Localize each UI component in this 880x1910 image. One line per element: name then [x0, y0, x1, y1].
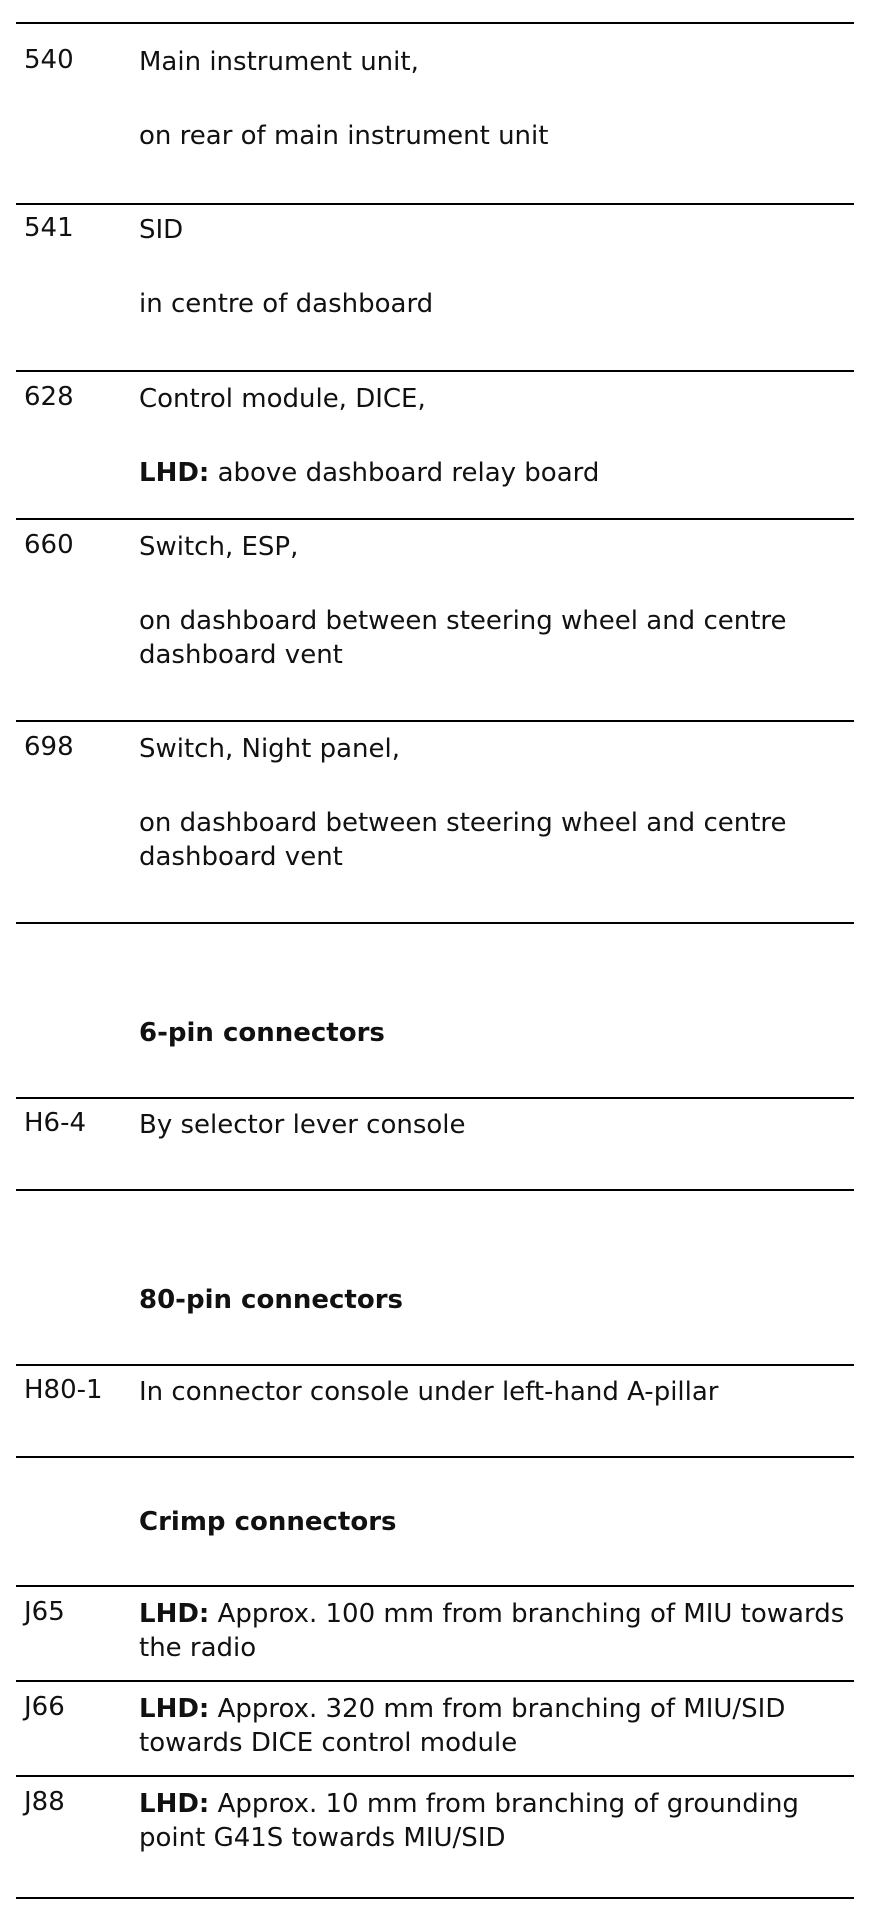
divider	[16, 1364, 854, 1366]
section-heading: 6-pin connectors	[139, 1018, 385, 1048]
divider	[16, 1775, 854, 1777]
connector-code: H80-1	[24, 1375, 103, 1405]
component-title: Switch, Night panel,	[139, 734, 401, 764]
connector-location	[139, 1692, 854, 1760]
connector-code: J65	[24, 1597, 65, 1627]
divider	[16, 518, 854, 520]
component-location: on rear of main instrument unit	[139, 121, 549, 151]
component-title: SID	[139, 215, 184, 245]
component-title: Switch, ESP,	[139, 532, 299, 562]
connector-location: By selector lever console	[139, 1110, 466, 1140]
divider	[16, 1897, 854, 1899]
component-code: 541	[24, 213, 74, 243]
divider	[16, 1189, 854, 1191]
lhd-label: LHD:	[139, 458, 210, 488]
divider	[16, 203, 854, 205]
connector-code: J66	[24, 1692, 65, 1722]
component-title: Control module, DICE,	[139, 384, 426, 414]
connector-code: J88	[24, 1787, 65, 1817]
lhd-label: LHD:	[139, 1599, 210, 1629]
connector-location	[139, 1597, 854, 1665]
component-location: in centre of dashboard	[139, 289, 434, 319]
section-heading: 80-pin connectors	[139, 1285, 403, 1315]
component-title: Main instrument unit,	[139, 47, 419, 77]
location-text: Approx. 320 mm from branching of MIU/SID towards DICE control module	[139, 1694, 786, 1758]
divider	[16, 720, 854, 722]
component-code: 628	[24, 382, 74, 412]
component-code: 698	[24, 732, 74, 762]
component-location: on dashboard between steering wheel and centre dashboard vent	[139, 606, 787, 670]
divider	[16, 1456, 854, 1458]
divider	[16, 922, 854, 924]
connector-location: In connector console under left-hand A-pillar	[139, 1377, 719, 1407]
connector-code: H6-4	[24, 1108, 87, 1138]
component-location: on dashboard between steering wheel and centre dashboard vent	[139, 808, 787, 872]
section-heading: Crimp connectors	[139, 1507, 397, 1537]
lhd-label: LHD:	[139, 1789, 210, 1819]
location-text: Approx. 10 mm from branching of grounding point G41S towards MIU/SID	[139, 1789, 799, 1853]
location-text: above dashboard relay board	[209, 458, 600, 488]
component-code: 660	[24, 530, 74, 560]
component-location	[139, 456, 854, 490]
divider	[16, 22, 854, 24]
divider	[16, 370, 854, 372]
connector-location	[139, 1787, 854, 1855]
divider	[16, 1585, 854, 1587]
lhd-label: LHD:	[139, 1694, 210, 1724]
divider	[16, 1097, 854, 1099]
location-text: Approx. 100 mm from branching of MIU towards the radio	[139, 1599, 845, 1663]
component-code: 540	[24, 45, 74, 75]
divider	[16, 1680, 854, 1682]
